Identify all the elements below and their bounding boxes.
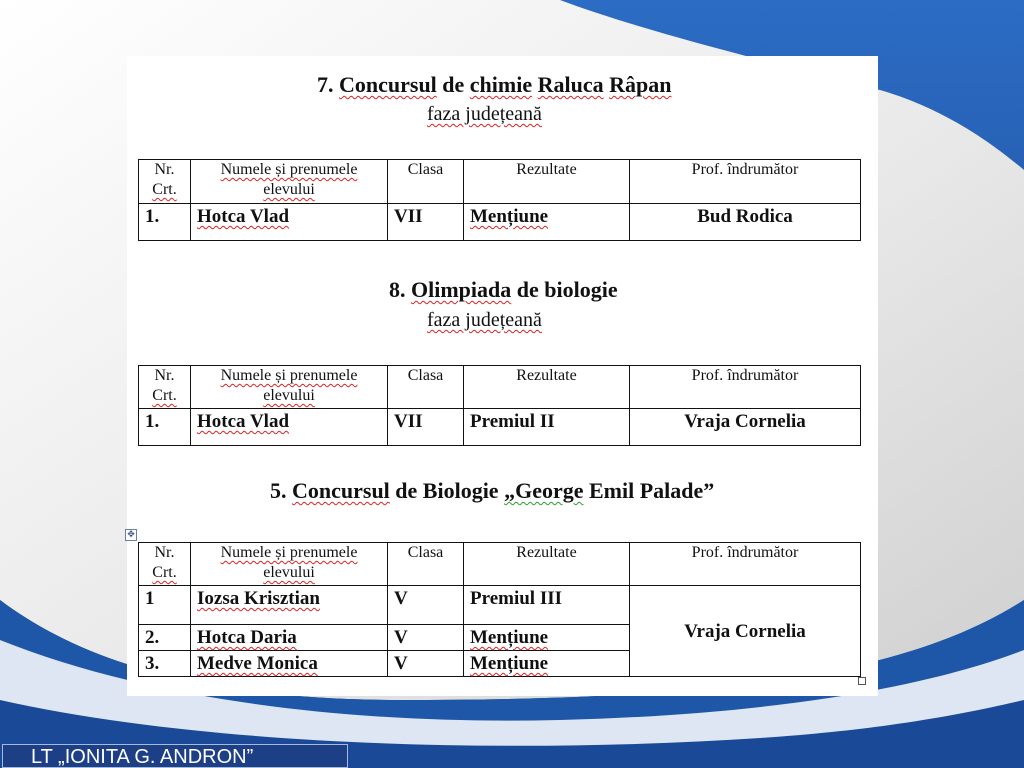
header-nr: Nr. Crt.: [139, 160, 191, 204]
table-move-icon[interactable]: ✥: [125, 529, 137, 541]
table-header-row: [139, 366, 861, 409]
title-word: chimie: [469, 72, 533, 97]
cell-nr: 2.: [139, 625, 191, 651]
header-clasa: Clasa: [388, 160, 464, 204]
cell-rezultat: Mențiune: [464, 204, 630, 241]
header-rezultate: Rezultate: [464, 160, 630, 204]
title-word: de biologie: [511, 277, 618, 302]
table-header-row: [139, 543, 861, 586]
cell-rezultat: Premiul II: [464, 409, 630, 446]
header-name: Numele și prenumele elevului: [191, 543, 388, 586]
cell-name: Iozsa Krisztian: [191, 586, 388, 625]
cell-nr: 1: [139, 586, 191, 625]
title-word: de Biologie: [389, 478, 505, 503]
cell-clasa: VII: [388, 409, 464, 446]
section-8-title: [389, 277, 618, 303]
title-word: Olimpiada: [411, 277, 512, 302]
cell-nr: 1.: [139, 409, 191, 446]
header-nr: Nr. Crt.: [139, 543, 191, 586]
title-word: Raluca: [537, 72, 604, 97]
section-8-phase: faza județeană: [427, 309, 542, 331]
section-7-phase: faza județeană: [427, 103, 542, 125]
header-rezultate: Rezultate: [464, 366, 630, 409]
cell-name: Hotca Daria: [191, 625, 388, 651]
section-number: 5.: [270, 478, 287, 503]
table-header-row: [139, 160, 861, 204]
footer-school-name: LT „IONITA G. ANDRON”: [2, 744, 348, 768]
cell-rezultat: Mențiune: [464, 651, 630, 677]
cell-clasa: VII: [388, 204, 464, 241]
header-nr: Nr. Crt.: [139, 366, 191, 409]
cell-prof: Vraja Cornelia: [630, 409, 861, 446]
cell-prof: Bud Rodica: [630, 204, 861, 241]
table-row: [139, 204, 861, 241]
cell-name: Hotca Vlad: [191, 409, 388, 446]
cell-name: Medve Monica: [191, 651, 388, 677]
title-word: Emil Palade”: [583, 478, 715, 503]
cell-nr: 3.: [139, 651, 191, 677]
cell-rezultat: Premiul III: [464, 586, 630, 625]
cell-clasa: V: [388, 586, 464, 625]
cell-clasa: V: [388, 625, 464, 651]
header-prof: Prof. îndrumător: [630, 543, 861, 586]
section-5-title: [270, 478, 714, 504]
header-rezultate: Rezultate: [464, 543, 630, 586]
title-word: de: [436, 72, 470, 97]
header-clasa: Clasa: [388, 366, 464, 409]
header-name: Numele și prenumele elevului: [191, 160, 388, 204]
header-name: Numele și prenumele elevului: [191, 366, 388, 409]
title-word: Concursul: [292, 478, 390, 503]
section-7-title: [317, 72, 671, 98]
document-page: [127, 56, 878, 696]
table-section-8: [138, 365, 861, 446]
table-row: [139, 409, 861, 446]
table-section-7: [138, 159, 861, 241]
title-word: Concursul: [339, 72, 437, 97]
header-prof: Prof. îndrumător: [630, 160, 861, 204]
cell-prof: Vraja Cornelia: [630, 586, 861, 677]
section-number: 7.: [317, 72, 334, 97]
cell-name: Hotca Vlad: [191, 204, 388, 241]
table-row: [139, 586, 861, 625]
cell-clasa: V: [388, 651, 464, 677]
header-prof: Prof. îndrumător: [630, 366, 861, 409]
section-number: 8.: [389, 277, 406, 302]
header-clasa: Clasa: [388, 543, 464, 586]
table-section-5: [138, 542, 861, 677]
cell-nr: 1.: [139, 204, 191, 241]
title-word: Râpan: [609, 72, 672, 97]
table-resize-handle[interactable]: [858, 677, 866, 685]
cell-rezultat: Mențiune: [464, 625, 630, 651]
title-word: „George: [504, 478, 584, 503]
